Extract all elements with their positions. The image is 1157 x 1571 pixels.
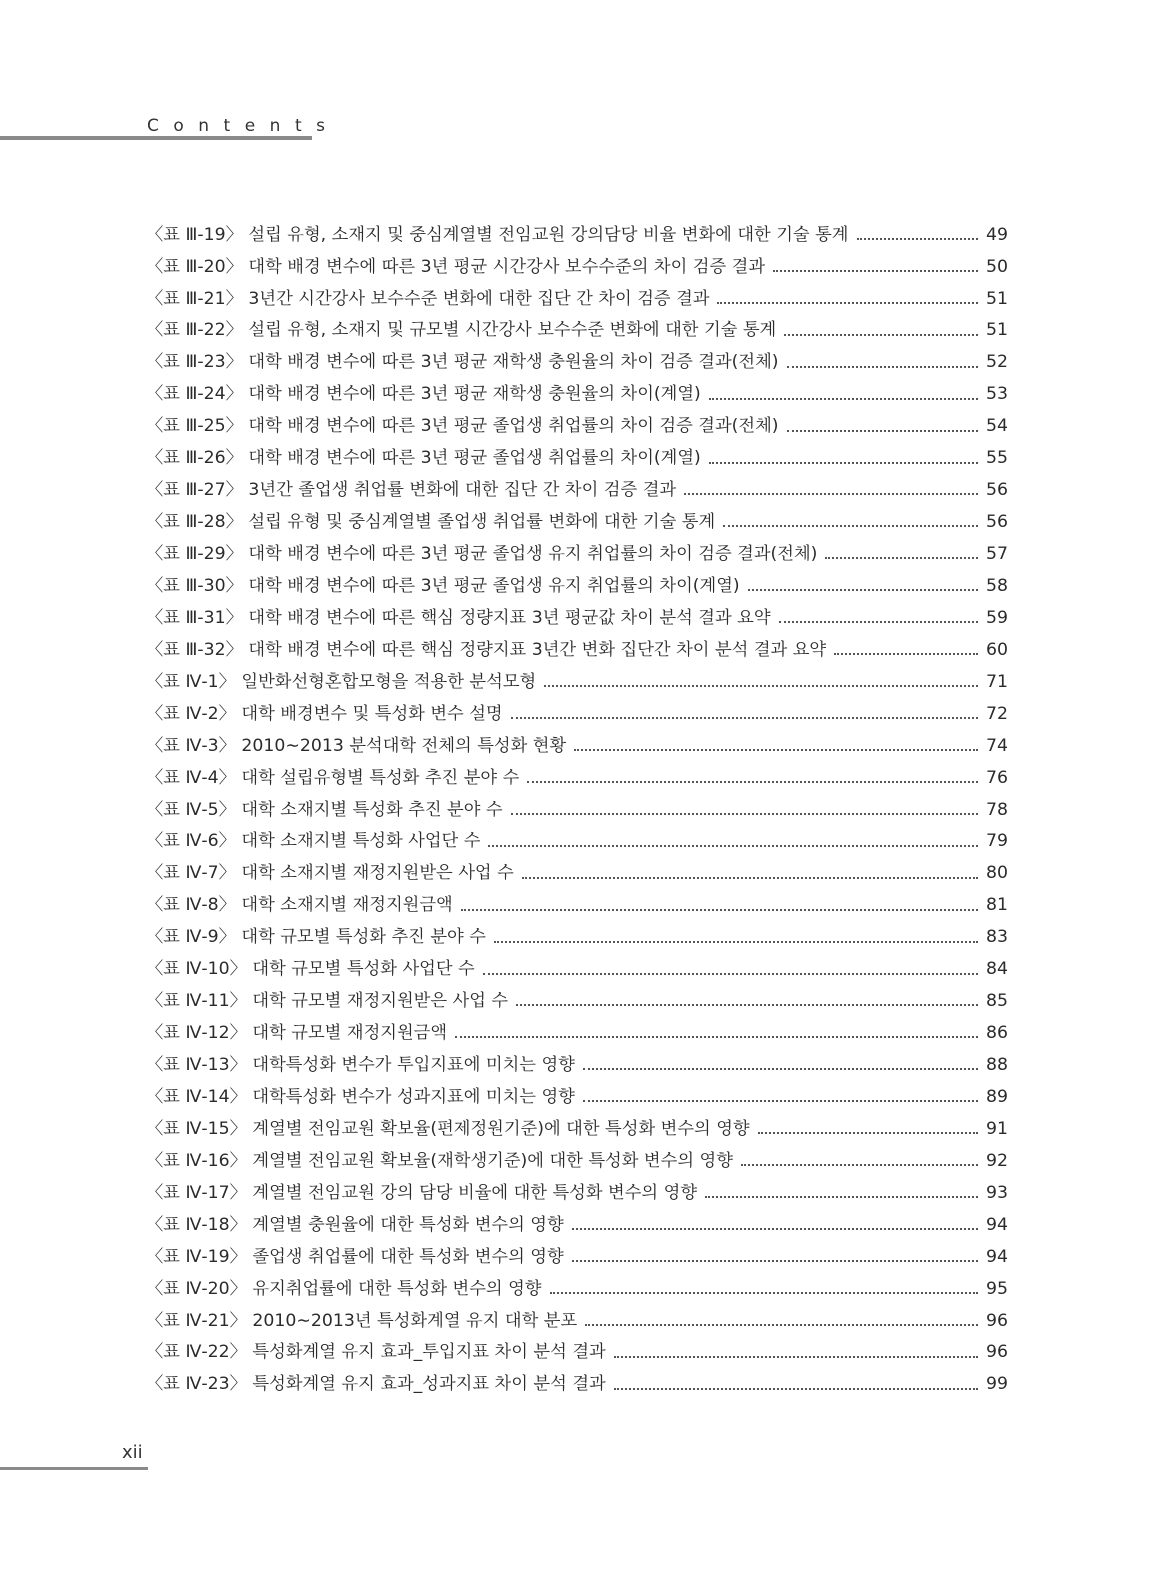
toc-entry-label: 〈표 Ⅲ-23〉 대학 배경 변수에 따른 3년 평균 재학생 충원율의 차이 검증 결과(전체) — [146, 352, 779, 373]
toc-entry-label: 〈표 Ⅲ-27〉 3년간 졸업생 취업률 변화에 대한 집단 간 차이 검증 결과 — [146, 480, 677, 501]
dot-leader — [787, 430, 978, 432]
toc-entry-label: 〈표 Ⅳ-2〉 대학 배경변수 및 특성화 변수 설명 — [146, 703, 503, 724]
toc-entry-page: 49 — [986, 224, 1008, 245]
toc-entry[interactable] — [146, 218, 1008, 250]
toc-entry-label: 〈표 Ⅲ-20〉 대학 배경 변수에 따른 3년 평균 시간강사 보수수준의 차이 검증 결과 — [146, 256, 766, 277]
dot-leader — [748, 589, 978, 591]
dot-leader — [572, 1260, 978, 1262]
toc-entry-page: 59 — [986, 607, 1008, 628]
toc-entry[interactable] — [146, 1176, 1008, 1208]
toc-entry-label: 〈표 Ⅳ-7〉 대학 소재지별 재정지원받은 사업 수 — [146, 863, 514, 884]
toc-entry-page: 86 — [986, 1023, 1008, 1044]
toc-entry[interactable] — [146, 1272, 1008, 1304]
toc-entry-label: 〈표 Ⅳ-15〉 계열별 전임교원 확보율(편제정원기준)에 대한 특성화 변수의 영향 — [146, 1118, 750, 1139]
dot-leader — [773, 270, 978, 272]
dot-leader — [614, 1388, 978, 1390]
toc-entry-label: 〈표 Ⅲ-31〉 대학 배경 변수에 따른 핵심 정량지표 3년 평균값 차이 분석 결과 요약 — [146, 607, 771, 628]
toc-entry[interactable] — [146, 569, 1008, 601]
toc-entry-page: 53 — [986, 384, 1008, 405]
toc-entry[interactable] — [146, 282, 1008, 314]
toc-entry-label: 〈표 Ⅲ-22〉 설립 유형, 소재지 및 규모별 시간강사 보수수준 변화에 대한 기술 통계 — [146, 320, 777, 341]
toc-entry-label: 〈표 Ⅳ-13〉 대학특성화 변수가 투입지표에 미치는 영향 — [146, 1055, 575, 1076]
toc-entry-page: 96 — [986, 1310, 1008, 1331]
toc-entry-label: 〈표 Ⅳ-3〉 2010∼2013 분석대학 전체의 특성화 현황 — [146, 735, 567, 756]
toc-entry-label: 〈표 Ⅳ-14〉 대학특성화 변수가 성과지표에 미치는 영향 — [146, 1086, 575, 1107]
dot-leader — [461, 909, 978, 911]
toc-entry-page: 58 — [986, 575, 1008, 596]
dot-leader — [779, 621, 978, 623]
toc-entry[interactable] — [146, 793, 1008, 825]
toc-entry-page: 78 — [986, 799, 1008, 820]
dot-leader — [522, 877, 978, 879]
toc-entry[interactable] — [146, 697, 1008, 729]
toc-entry-label: 〈표 Ⅳ-21〉 2010∼2013년 특성화계열 유지 대학 분포 — [146, 1310, 578, 1331]
dot-leader — [488, 845, 978, 847]
dot-leader — [787, 366, 978, 368]
dot-leader — [516, 1004, 978, 1006]
toc-entry[interactable] — [146, 1368, 1008, 1400]
toc-entry[interactable] — [146, 1048, 1008, 1080]
toc-entry-page: 84 — [986, 959, 1008, 980]
toc-entry[interactable] — [146, 442, 1008, 474]
toc-entry-page: 93 — [986, 1182, 1008, 1203]
toc-entry-label: 〈표 Ⅲ-21〉 3년간 시간강사 보수수준 변화에 대한 집단 간 차이 검증 결과 — [146, 288, 710, 309]
toc-entry[interactable] — [146, 761, 1008, 793]
toc-entry-page: 88 — [986, 1055, 1008, 1076]
toc-entry-page: 92 — [986, 1150, 1008, 1171]
toc-entry-page: 52 — [986, 352, 1008, 373]
toc-entry-label: 〈표 Ⅳ-19〉 졸업생 취업률에 대한 특성화 변수의 영향 — [146, 1246, 564, 1267]
dot-leader — [550, 1292, 979, 1294]
toc-entry[interactable] — [146, 633, 1008, 665]
toc-entry[interactable] — [146, 1304, 1008, 1336]
toc-entry-label: 〈표 Ⅲ-24〉 대학 배경 변수에 따른 3년 평균 재학생 충원율의 차이(계열) — [146, 384, 701, 405]
page-number: xii — [122, 1442, 143, 1463]
dot-leader — [511, 717, 978, 719]
toc-entry-page: 96 — [986, 1342, 1008, 1363]
toc-entry-page: 94 — [986, 1246, 1008, 1267]
toc-entry-page: 54 — [986, 416, 1008, 437]
toc-entry-page: 60 — [986, 639, 1008, 660]
toc-entry-page: 76 — [986, 767, 1008, 788]
table-of-contents — [146, 218, 1008, 1400]
toc-entry-label: 〈표 Ⅳ-11〉 대학 규모별 재정지원받은 사업 수 — [146, 991, 509, 1012]
toc-entry[interactable] — [146, 729, 1008, 761]
toc-entry[interactable] — [146, 346, 1008, 378]
toc-entry-label: 〈표 Ⅲ-29〉 대학 배경 변수에 따른 3년 평균 졸업생 유지 취업률의 차이 검증 결과(전체) — [146, 544, 818, 565]
toc-entry-label: 〈표 Ⅳ-10〉 대학 규모별 특성화 사업단 수 — [146, 959, 475, 980]
header-rule — [0, 136, 312, 140]
toc-entry[interactable] — [146, 378, 1008, 410]
toc-entry-page: 95 — [986, 1278, 1008, 1299]
toc-entry[interactable] — [146, 825, 1008, 857]
dot-leader — [585, 1324, 978, 1326]
toc-entry-page: 50 — [986, 256, 1008, 277]
dot-leader — [574, 749, 978, 751]
toc-entry-page: 94 — [986, 1214, 1008, 1235]
dot-leader — [834, 653, 978, 655]
toc-entry[interactable] — [146, 474, 1008, 506]
toc-entry-page: 55 — [986, 448, 1008, 469]
toc-entry[interactable] — [146, 410, 1008, 442]
toc-entry-label: 〈표 Ⅳ-8〉 대학 소재지별 재정지원금액 — [146, 895, 453, 916]
toc-entry[interactable] — [146, 1240, 1008, 1272]
toc-entry-page: 79 — [986, 831, 1008, 852]
page-header-title: Contents — [147, 116, 340, 136]
toc-entry-label: 〈표 Ⅳ-1〉 일반화선형혼합모형을 적용한 분석모형 — [146, 671, 537, 692]
dot-leader — [544, 685, 978, 687]
toc-entry-label: 〈표 Ⅳ-20〉 유지취업률에 대한 특성화 변수의 영향 — [146, 1278, 542, 1299]
dot-leader — [684, 493, 978, 495]
toc-entry-page: 89 — [986, 1086, 1008, 1107]
dot-leader — [758, 1132, 978, 1134]
toc-entry-label: 〈표 Ⅳ-18〉 계열별 충원율에 대한 특성화 변수의 영향 — [146, 1214, 564, 1235]
toc-entry[interactable] — [146, 505, 1008, 537]
dot-leader — [825, 557, 978, 559]
toc-entry-label: 〈표 Ⅲ-26〉 대학 배경 변수에 따른 3년 평균 졸업생 취업률의 차이(계열) — [146, 448, 701, 469]
toc-entry-label: 〈표 Ⅳ-6〉 대학 소재지별 특성화 사업단 수 — [146, 831, 481, 852]
dot-leader — [511, 813, 978, 815]
toc-entry[interactable] — [146, 857, 1008, 889]
toc-entry-label: 〈표 Ⅳ-9〉 대학 규모별 특성화 추진 분야 수 — [146, 927, 486, 948]
toc-entry-label: 〈표 Ⅲ-32〉 대학 배경 변수에 따른 핵심 정량지표 3년간 변화 집단간 차이 분석 결과 요약 — [146, 639, 827, 660]
toc-entry-label: 〈표 Ⅲ-30〉 대학 배경 변수에 따른 3년 평균 졸업생 유지 취업률의 차이(계열) — [146, 575, 740, 596]
toc-entry-page: 71 — [986, 671, 1008, 692]
dot-leader — [483, 973, 978, 975]
dot-leader — [741, 1164, 978, 1166]
toc-entry-label: 〈표 Ⅲ-25〉 대학 배경 변수에 따른 3년 평균 졸업생 취업률의 차이 검증 결과(전체) — [146, 416, 779, 437]
toc-entry[interactable] — [146, 1208, 1008, 1240]
toc-entry[interactable] — [146, 1080, 1008, 1112]
toc-entry[interactable] — [146, 537, 1008, 569]
toc-entry-page: 91 — [986, 1118, 1008, 1139]
dot-leader — [614, 1356, 978, 1358]
toc-entry-label: 〈표 Ⅳ-12〉 대학 규모별 재정지원금액 — [146, 1023, 448, 1044]
dot-leader — [455, 1036, 978, 1038]
dot-leader — [572, 1228, 978, 1230]
toc-entry[interactable] — [146, 1016, 1008, 1048]
dot-leader — [717, 302, 978, 304]
toc-entry[interactable] — [146, 921, 1008, 953]
dot-leader — [709, 398, 978, 400]
toc-entry-page: 51 — [986, 288, 1008, 309]
toc-entry-page: 81 — [986, 895, 1008, 916]
dot-leader — [709, 462, 978, 464]
toc-entry-page: 74 — [986, 735, 1008, 756]
toc-entry-label: 〈표 Ⅳ-16〉 계열별 전임교원 확보율(재학생기준)에 대한 특성화 변수의 영향 — [146, 1150, 733, 1171]
dot-leader — [583, 1068, 978, 1070]
toc-entry-page: 56 — [986, 512, 1008, 533]
toc-entry-page: 83 — [986, 927, 1008, 948]
toc-entry-page: 72 — [986, 703, 1008, 724]
toc-entry[interactable] — [146, 889, 1008, 921]
toc-entry[interactable] — [146, 601, 1008, 633]
toc-entry-page: 56 — [986, 480, 1008, 501]
toc-entry-label: 〈표 Ⅳ-17〉 계열별 전임교원 강의 담당 비율에 대한 특성화 변수의 영향 — [146, 1182, 698, 1203]
toc-entry[interactable] — [146, 1112, 1008, 1144]
toc-entry-label: 〈표 Ⅳ-5〉 대학 소재지별 특성화 추진 분야 수 — [146, 799, 503, 820]
toc-entry-label: 〈표 Ⅳ-23〉 특성화계열 유지 효과_성과지표 차이 분석 결과 — [146, 1374, 606, 1395]
toc-entry-label: 〈표 Ⅳ-22〉 특성화계열 유지 효과_투입지표 차이 분석 결과 — [146, 1342, 606, 1363]
toc-entry-label: 〈표 Ⅳ-4〉 대학 설립유형별 특성화 추진 분야 수 — [146, 767, 520, 788]
footer-rule — [0, 1467, 148, 1470]
toc-entry-page: 80 — [986, 863, 1008, 884]
dot-leader — [857, 238, 978, 240]
dot-leader — [583, 1100, 978, 1102]
dot-leader — [723, 525, 978, 527]
toc-entry-page: 57 — [986, 544, 1008, 565]
toc-entry[interactable] — [146, 665, 1008, 697]
toc-entry-label: 〈표 Ⅲ-28〉 설립 유형 및 중심계열별 졸업생 취업률 변화에 대한 기술 통계 — [146, 512, 716, 533]
toc-entry-page: 99 — [986, 1374, 1008, 1395]
toc-entry[interactable] — [146, 985, 1008, 1017]
dot-leader — [784, 334, 978, 336]
toc-entry-page: 51 — [986, 320, 1008, 341]
toc-entry-page: 85 — [986, 991, 1008, 1012]
toc-entry[interactable] — [146, 1336, 1008, 1368]
toc-entry[interactable] — [146, 250, 1008, 282]
toc-entry[interactable] — [146, 953, 1008, 985]
dot-leader — [494, 941, 978, 943]
toc-entry[interactable] — [146, 314, 1008, 346]
dot-leader — [705, 1196, 978, 1198]
toc-entry-label: 〈표 Ⅲ-19〉 설립 유형, 소재지 및 중심계열별 전임교원 강의담당 비율 변화에 대한 기술 통계 — [146, 224, 849, 245]
dot-leader — [527, 781, 978, 783]
toc-entry[interactable] — [146, 1144, 1008, 1176]
